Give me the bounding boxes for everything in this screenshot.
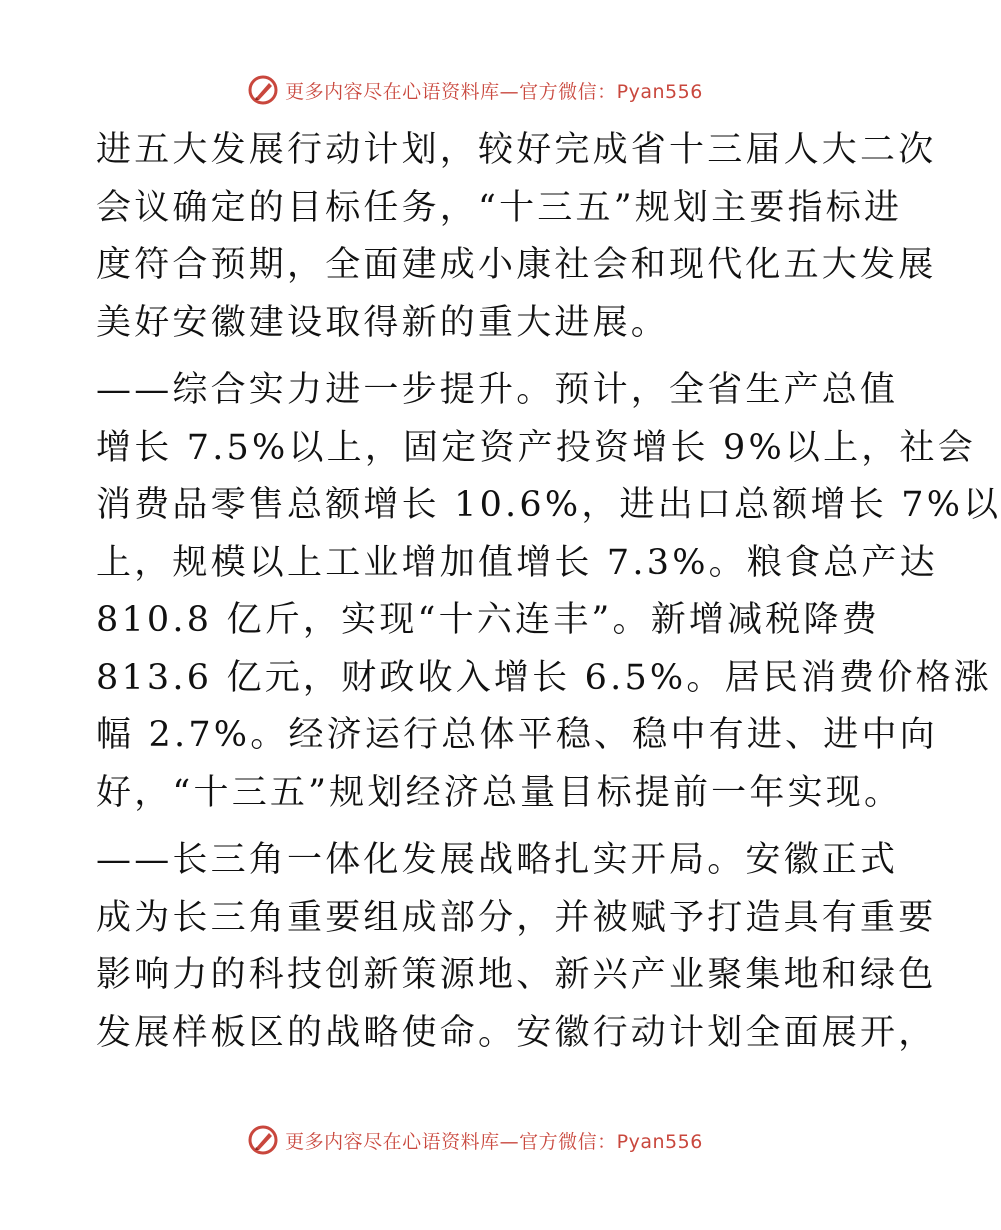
paragraph: [96, 362, 1001, 822]
pen-in-circle-logo-icon: [247, 1124, 279, 1156]
pen-in-circle-logo-icon: [247, 74, 279, 106]
footer-watermark-text: 更多内容尽在心语资料库—官方微信：Pyan556: [285, 1130, 703, 1153]
header-watermark: [0, 72, 950, 108]
text-line: 上，规模以上工业增加值增长 7.3%。粮食总产达: [96, 542, 938, 583]
paragraph: [96, 832, 937, 1062]
text-line: 增长 7.5%以上，固定资产投资增长 9%以上，社会: [96, 427, 976, 468]
header-watermark-text: 更多内容尽在心语资料库—官方微信：Pyan556: [285, 80, 703, 103]
text-line: 消费品零售总额增长 10.6%，进出口总额增长 7%以: [96, 485, 1001, 525]
text-line: 度符合预期，全面建成小康社会和现代化五大发展: [96, 245, 937, 285]
text-line: ——综合实力进一步提升。预计，全省生产总值: [96, 370, 899, 410]
footer-watermark: [0, 1122, 950, 1158]
text-line: 会议确定的目标任务，“十三五”规划主要指标进: [96, 187, 903, 228]
text-line: 美好安徽建设取得新的重大进展。: [96, 302, 670, 343]
text-line: 813.6 亿元，财政收入增长 6.5%。居民消费价格涨: [96, 657, 992, 698]
text-line: 进五大发展行动计划，较好完成省十三届人大二次: [96, 130, 937, 170]
text-line: 影响力的科技创新策源地、新兴产业聚集地和绿色: [96, 955, 937, 995]
text-line: 成为长三角重要组成部分，并被赋予打造具有重要: [96, 897, 937, 938]
text-line: ——长三角一体化发展战略扎实开局。安徽正式: [96, 840, 899, 880]
paragraph: [96, 122, 937, 352]
text-line: 810.8 亿斤，实现“十六连丰”。新增减税降费: [96, 600, 880, 640]
text-line: 发展样板区的战略使命。安徽行动计划全面展开，: [96, 1012, 937, 1053]
text-line: 好，“十三五”规划经济总量目标提前一年实现。: [96, 772, 903, 813]
document-body: [96, 122, 1001, 1062]
text-line: 幅 2.7%。经济运行总体平稳、稳中有进、进中向: [96, 715, 938, 755]
